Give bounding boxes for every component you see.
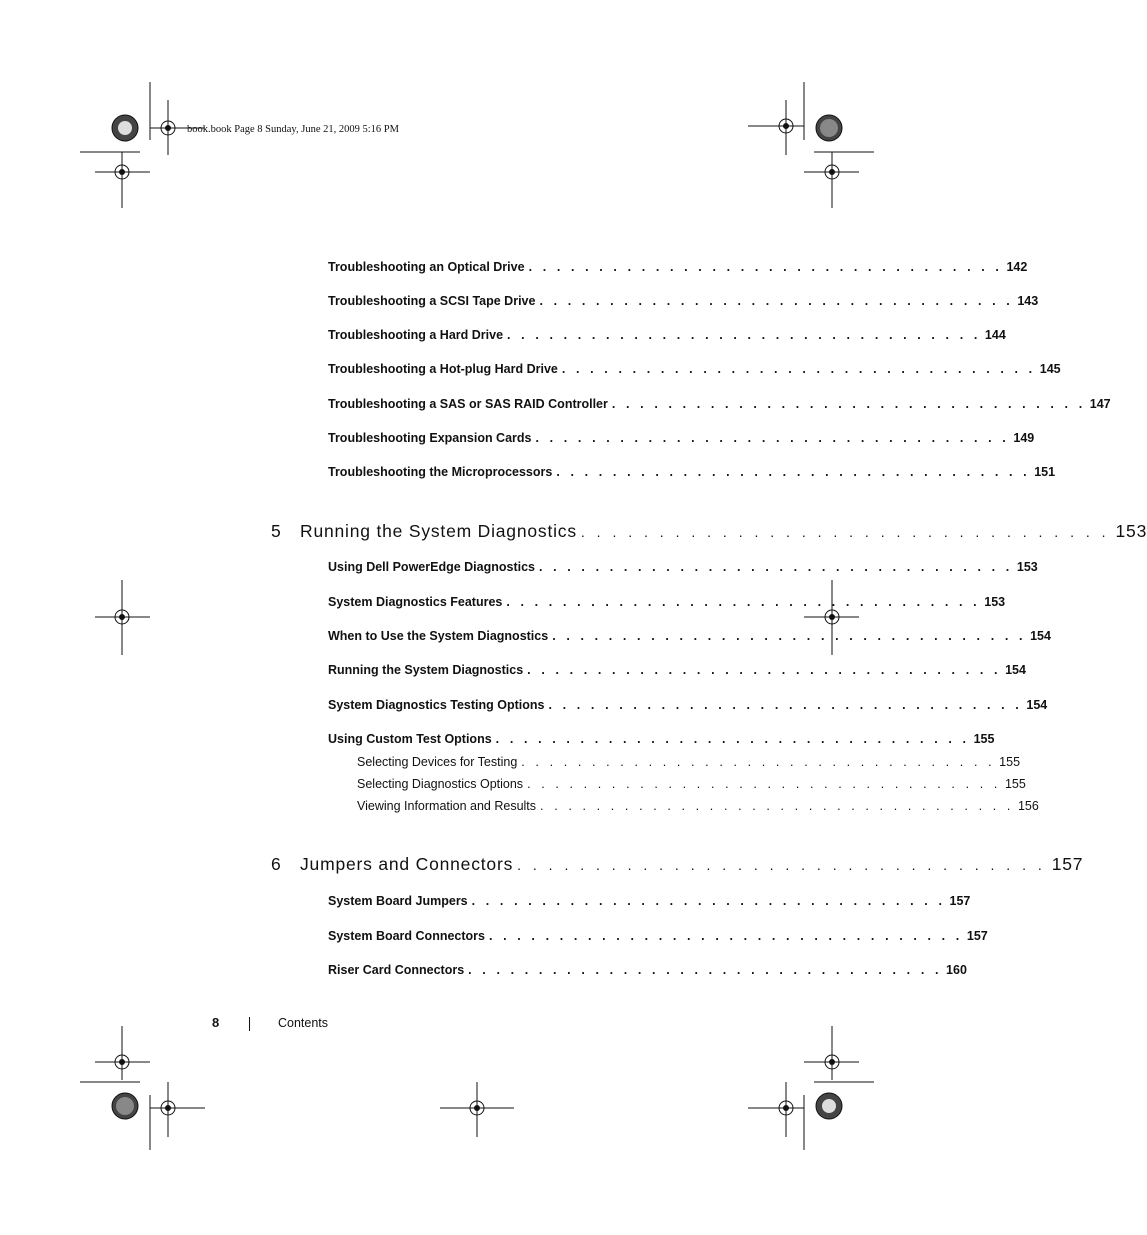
toc-entry[interactable] bbox=[328, 260, 1028, 274]
entry-title: System Diagnostics Features bbox=[328, 595, 503, 609]
entry-page: 147 bbox=[1089, 397, 1111, 411]
chapter-number: 6 bbox=[271, 854, 282, 874]
entry-title: Using Dell PowerEdge Diagnostics bbox=[328, 560, 535, 574]
entry-title: Troubleshooting a SCSI Tape Drive bbox=[328, 294, 536, 308]
entry-title: Selecting Diagnostics Options bbox=[357, 777, 524, 791]
dot-leader: . . . . . . . . . . . . . . . . . . . . . . . . . . . . . . . . . . bbox=[521, 755, 996, 769]
toc-entry[interactable] bbox=[328, 362, 1061, 376]
chapter-heading-5[interactable] bbox=[271, 521, 1147, 542]
toc-entry[interactable] bbox=[328, 629, 1051, 643]
entry-title: Troubleshooting a SAS or SAS RAID Controller bbox=[328, 397, 608, 411]
entry-page: 157 bbox=[949, 894, 971, 908]
dot-leader: . . . . . . . . . . . . . . . . . . . . . . . . . . . . . . . . . . bbox=[580, 524, 1110, 540]
footer-divider bbox=[249, 1017, 250, 1031]
dot-leader: . . . . . . . . . . . . . . . . . . . . . . . . . . . . . . . . . . bbox=[561, 362, 1036, 376]
entry-page: 144 bbox=[984, 328, 1006, 342]
entry-page: 155 bbox=[999, 755, 1021, 769]
entry-page: 143 bbox=[1017, 294, 1039, 308]
toc-entry[interactable] bbox=[328, 431, 1035, 445]
chapter-heading-6[interactable] bbox=[271, 854, 1084, 875]
toc-entry[interactable] bbox=[328, 465, 1056, 479]
dot-leader: . . . . . . . . . . . . . . . . . . . . . . . . . . . . . . . . . . bbox=[488, 929, 963, 943]
dot-leader: . . . . . . . . . . . . . . . . . . . . . . . . . . . . . . . . . . bbox=[506, 595, 981, 609]
toc-entry[interactable] bbox=[328, 698, 1048, 712]
entry-page: 160 bbox=[946, 963, 967, 977]
toc-entry[interactable] bbox=[328, 397, 1111, 411]
entry-page: 149 bbox=[1013, 431, 1035, 445]
dot-leader: . . . . . . . . . . . . . . . . . . . . . . . . . . . . . . . . . . bbox=[539, 560, 1013, 574]
toc-sub-entry[interactable] bbox=[357, 777, 1026, 791]
footer-section-label: Contents bbox=[278, 1016, 329, 1030]
page-number: 8 bbox=[212, 1015, 220, 1030]
dot-leader: . . . . . . . . . . . . . . . . . . . . . . . . . . . . . . . . . . bbox=[539, 294, 1014, 308]
dot-leader: . . . . . . . . . . . . . . . . . . . . . . . . . . . . . . . . . . bbox=[527, 777, 1001, 791]
dot-leader: . . . . . . . . . . . . . . . . . . . . . . . . . . . . . . . . . . bbox=[517, 857, 1046, 873]
entry-page: 145 bbox=[1039, 362, 1061, 376]
dot-leader: . . . . . . . . . . . . . . . . . . . . . . . . . . . . . . . . . . bbox=[495, 732, 970, 746]
dot-leader: . . . . . . . . . . . . . . . . . . . . . . . . . . . . . . . . . . bbox=[468, 963, 943, 977]
entry-page: 154 bbox=[1005, 663, 1026, 677]
chapter-number: 5 bbox=[271, 521, 282, 541]
entry-title: Viewing Information and Results bbox=[357, 799, 537, 813]
chapter-page: 153 bbox=[1115, 521, 1147, 541]
entry-title: Selecting Devices for Testing bbox=[357, 755, 518, 769]
toc-sub-entry[interactable] bbox=[357, 799, 1039, 813]
entry-title: Running the System Diagnostics bbox=[328, 663, 524, 677]
entry-page: 156 bbox=[1017, 799, 1039, 813]
toc-entry[interactable] bbox=[328, 732, 995, 746]
dot-leader: . . . . . . . . . . . . . . . . . . . . . . . . . . . . . . . . . . bbox=[535, 431, 1010, 445]
chapter-title: Running the System Diagnostics bbox=[300, 521, 577, 541]
print-header: book.book Page 8 Sunday, June 21, 2009 5:16 PM bbox=[187, 124, 399, 135]
entry-page: 157 bbox=[966, 929, 988, 943]
dot-leader: . . . . . . . . . . . . . . . . . . . . . . . . . . . . . . . . . . bbox=[528, 260, 1003, 274]
dot-leader: . . . . . . . . . . . . . . . . . . . . . . . . . . . . . . . . . . bbox=[611, 397, 1086, 411]
dot-leader: . . . . . . . . . . . . . . . . . . . . . . . . . . . . . . . . . . bbox=[527, 663, 1002, 677]
dot-leader: . . . . . . . . . . . . . . . . . . . . . . . . . . . . . . . . . . bbox=[507, 328, 981, 342]
chapter-page: 157 bbox=[1051, 854, 1084, 874]
dot-leader: . . . . . . . . . . . . . . . . . . . . . . . . . . . . . . . . . . bbox=[552, 629, 1027, 643]
entry-page: 155 bbox=[973, 732, 995, 746]
entry-page: 154 bbox=[1030, 629, 1051, 643]
entry-page: 151 bbox=[1034, 465, 1056, 479]
entry-title: Troubleshooting an Optical Drive bbox=[328, 260, 525, 274]
chapter-title: Jumpers and Connectors bbox=[300, 854, 514, 874]
dot-leader: . . . . . . . . . . . . . . . . . . . . . . . . . . . . . . . . . . bbox=[556, 465, 1031, 479]
dot-leader: . . . . . . . . . . . . . . . . . . . . . . . . . . . . . . . . . . bbox=[548, 698, 1023, 712]
toc-entry[interactable] bbox=[328, 963, 967, 977]
entry-title: When to Use the System Diagnostics bbox=[328, 629, 549, 643]
entry-page: 153 bbox=[1016, 560, 1038, 574]
entry-title: System Diagnostics Testing Options bbox=[328, 698, 545, 712]
entry-title: Using Custom Test Options bbox=[328, 732, 492, 746]
dot-leader: . . . . . . . . . . . . . . . . . . . . . . . . . . . . . . . . . . bbox=[471, 894, 946, 908]
entry-page: 153 bbox=[984, 595, 1006, 609]
entry-title: Troubleshooting the Microprocessors bbox=[328, 465, 553, 479]
dot-leader: . . . . . . . . . . . . . . . . . . . . . . . . . . . . . . . . . . bbox=[540, 799, 1014, 813]
toc-entry[interactable] bbox=[328, 929, 988, 943]
entry-page: 142 bbox=[1006, 260, 1028, 274]
entry-title: Troubleshooting Expansion Cards bbox=[328, 431, 532, 445]
toc-entry[interactable] bbox=[328, 894, 971, 908]
toc-entry[interactable] bbox=[328, 294, 1039, 308]
entry-title: System Board Jumpers bbox=[328, 894, 468, 908]
entry-page: 154 bbox=[1026, 698, 1048, 712]
entry-title: Troubleshooting a Hard Drive bbox=[328, 328, 504, 342]
toc-sub-entry[interactable] bbox=[357, 755, 1021, 769]
toc-entry[interactable] bbox=[328, 595, 1006, 609]
entry-title: System Board Connectors bbox=[328, 929, 485, 943]
entry-title: Troubleshooting a Hot-plug Hard Drive bbox=[328, 362, 558, 376]
entry-title: Riser Card Connectors bbox=[328, 963, 465, 977]
toc-entry[interactable] bbox=[328, 663, 1026, 677]
entry-page: 155 bbox=[1004, 777, 1026, 791]
toc-entry[interactable] bbox=[328, 560, 1038, 574]
toc-entry[interactable] bbox=[328, 328, 1006, 342]
